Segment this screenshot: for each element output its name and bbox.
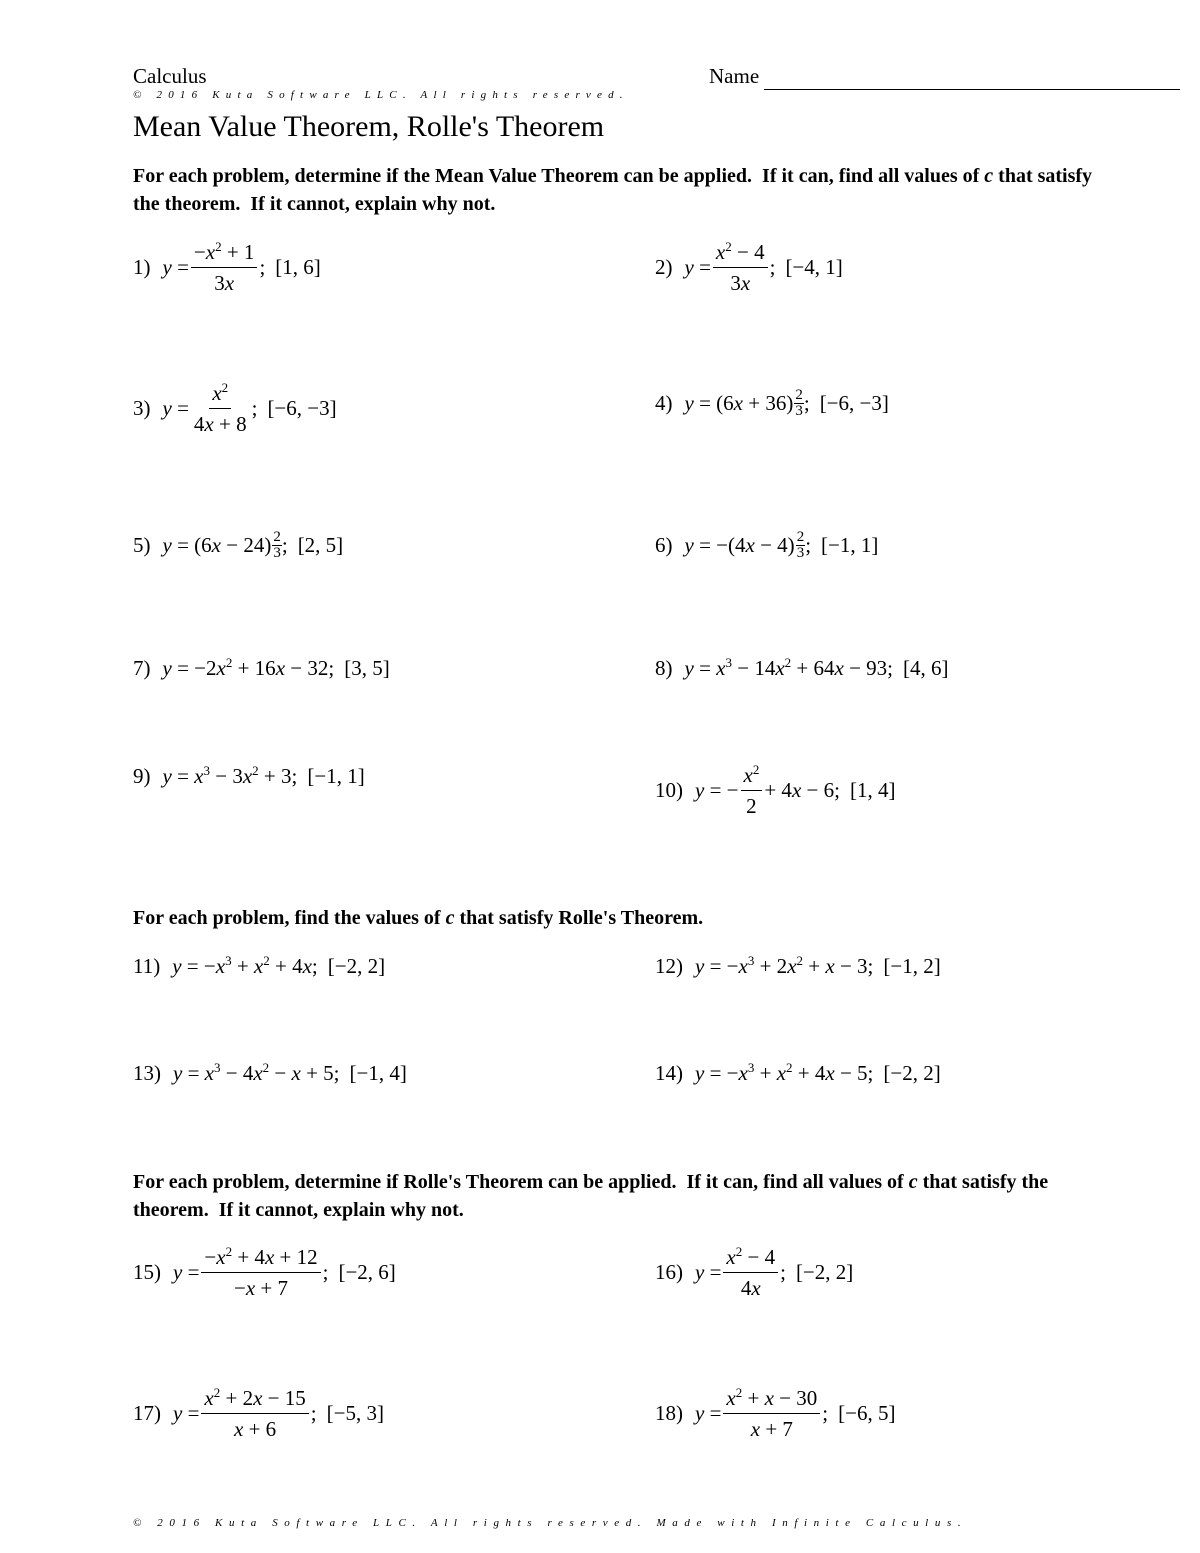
problem-number: 6)	[655, 533, 673, 557]
problem-number: 14)	[655, 1061, 683, 1085]
problem-10: 10) y = − $\frac{x^2}{2}$ + 4x − 6; [1, 4]	[655, 762, 896, 818]
fraction: $\frac{-x^2 + 4x + 12}{-x + 7}$	[201, 1244, 320, 1301]
problem-9: 9) $y = x^3 - 3x^2 + 3$; [−1, 1]	[133, 763, 365, 788]
problem-number: 5)	[133, 533, 151, 557]
problem-4: 4) y = (6x + 36) 2 3 ; [−6, −3]	[655, 387, 889, 419]
interval: [1, 4]	[849, 778, 896, 802]
worksheet-title: Mean Value Theorem, Rolle's Theorem	[133, 110, 605, 143]
problem-number: 10)	[655, 778, 683, 802]
problem-1: 1) y = $\frac{-x^2 + 1}{3x}$ ; [1, 6]	[133, 239, 321, 295]
fraction: $\frac{x^2 - 4}{4x}$	[723, 1244, 778, 1301]
interval: [−2, 2]	[327, 954, 386, 978]
problem-11: 11) $y = -x^3 + x^2 + 4x$; [−2, 2]	[133, 953, 386, 978]
problem-2: 2) y = $\frac{x^2 - 4}{3x}$ ; [−4, 1]	[655, 239, 843, 295]
interval: [−1, 1]	[307, 764, 365, 788]
problem-8: 8) $y = x^3 - 14x^2 + 64x - 93$; [4, 6]	[655, 655, 949, 680]
name-label: Name	[709, 64, 760, 88]
problem-15: 15) y = $\frac{-x^2 + 4x + 12}{-x + 7}$ ; [−2, 6]	[133, 1244, 396, 1300]
exponent-fraction: 2 3	[796, 529, 805, 561]
problem-5: 5) y = (6x − 24) 2 3 ; [2, 5]	[133, 529, 344, 561]
problem-12: 12) $y = -x^3 + 2x^2 + x - 3$; [−1, 2]	[655, 953, 941, 978]
exponent-fraction: 2 3	[273, 529, 281, 561]
interval: [−2, 6]	[338, 1260, 396, 1284]
fraction: $\frac{x^2}{2}$	[741, 762, 763, 819]
interval: [3, 5]	[344, 656, 390, 680]
interval: [1, 6]	[275, 255, 321, 279]
problem-number: 1)	[133, 255, 151, 279]
problem-13: 13) $y = x^3 - 4x^2 - x + 5$; [−1, 4]	[133, 1060, 407, 1085]
interval: [−1, 4]	[349, 1061, 407, 1085]
fraction: $\frac{x^2}{4x + 8}$	[193, 380, 247, 436]
problem-number: 11)	[133, 954, 161, 978]
course-label: Calculus	[133, 64, 207, 88]
copyright-header: © 2016 Kuta Software LLC. All rights reserved.	[133, 89, 629, 101]
problem-number: 2)	[655, 255, 673, 279]
section-3-instructions: For each problem, determine if Rolle's Theorem can be applied. If it can, find all values of c that satisfy the theorem. If it cannot, explain why not.	[133, 1171, 1049, 1221]
problem-14: 14) $y = -x^3 + x^2 + 4x - 5$; [−2, 2]	[655, 1060, 941, 1085]
fraction: $\frac{-x^2 + 1}{3x}$	[191, 239, 258, 296]
problem-number: 3)	[133, 396, 151, 420]
problem-number: 4)	[655, 391, 673, 415]
problem-number: 15)	[133, 1260, 161, 1284]
problem-number: 9)	[133, 764, 151, 788]
problem-number: 17)	[133, 1401, 161, 1425]
interval: [−6, −3]	[267, 396, 337, 420]
interval: [−5, 3]	[326, 1401, 384, 1425]
problem-3: 3) y = $\frac{x^2}{4x + 8}$ ; [−6, −3]	[133, 380, 337, 436]
section-1-instructions: For each problem, determine if the Mean Value Theorem can be applied. If it can, find all values of c that satisfy the theorem. If it cannot, explain why not.	[133, 165, 1093, 215]
name-blank-line	[764, 89, 1180, 90]
fraction: $\frac{x^2 + 2x - 15}{x + 6}$	[201, 1385, 308, 1442]
section-2-instructions: For each problem, find the values of c that satisfy Rolle's Theorem.	[133, 907, 704, 929]
interval: [−4, 1]	[785, 255, 843, 279]
fraction: $\frac{x^2 - 4}{3x}$	[713, 239, 768, 296]
interval: [−6, −3]	[819, 391, 889, 415]
interval: [−2, 2]	[883, 1061, 941, 1085]
interval: [−1, 1]	[821, 533, 879, 557]
problem-number: 16)	[655, 1260, 683, 1284]
problem-number: 12)	[655, 954, 683, 978]
problem-18: 18) y = $\frac{x^2 + x - 30}{x + 7}$ ; [−6, 5]	[655, 1385, 896, 1441]
problem-7: 7) $y = -2x^2 + 16x - 32$; [3, 5]	[133, 655, 390, 680]
interval: [−1, 2]	[883, 954, 941, 978]
problem-number: 8)	[655, 656, 673, 680]
interval: [−6, 5]	[838, 1401, 896, 1425]
interval: [−2, 2]	[795, 1260, 854, 1284]
problem-number: 7)	[133, 656, 151, 680]
problem-6: 6) y = −(4x − 4) 2 3 ; [−1, 1]	[655, 529, 879, 561]
fraction: $\frac{x^2 + x - 30}{x + 7}$	[723, 1385, 820, 1442]
interval: [2, 5]	[297, 533, 344, 557]
copyright-footer: © 2016 Kuta Software LLC. All rights reserved. Made with Infinite Calculus.	[133, 1517, 968, 1529]
problem-16: 16) y = $\frac{x^2 - 4}{4x}$ ; [−2, 2]	[655, 1244, 854, 1300]
problem-number: 13)	[133, 1061, 161, 1085]
problem-17: 17) y = $\frac{x^2 + 2x - 15}{x + 6}$ ; [−5, 3]	[133, 1385, 384, 1441]
exponent-fraction: 2 3	[795, 387, 803, 419]
problem-number: 18)	[655, 1401, 683, 1425]
interval: [4, 6]	[903, 656, 949, 680]
